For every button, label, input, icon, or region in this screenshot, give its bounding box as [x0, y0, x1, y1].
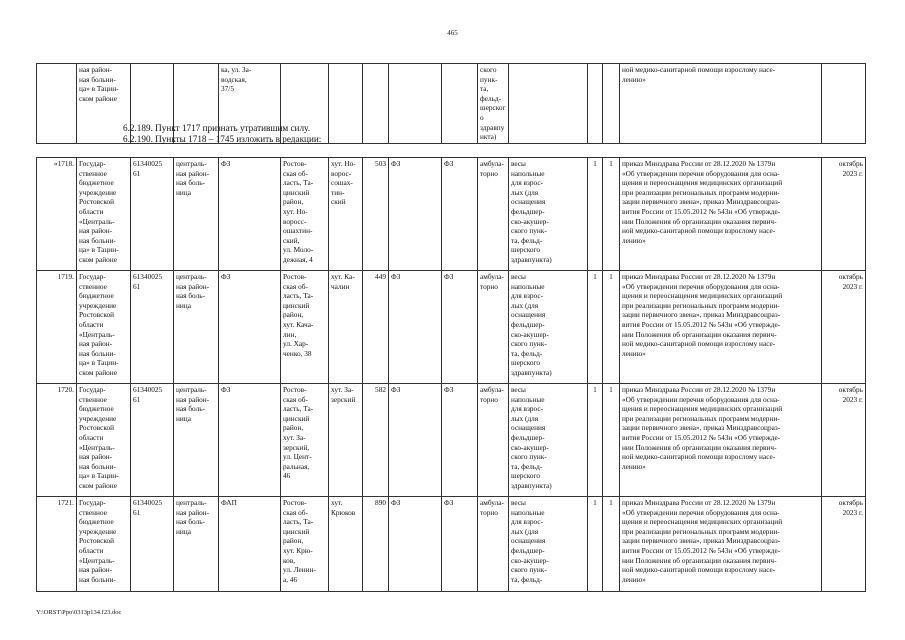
- cell-equipment: весы напольные для взрос- лых (для оснащения фельдшер- ско-акушер- ского пунк- та, фельд- шерского здравпункта): [509, 384, 588, 497]
- cell-equipment: весы напольные для взрос- лых (для оснащения фельдшер- ско-акушер- ского пунк- та, фельд-: [509, 497, 588, 592]
- cell-qty-2: 1: [603, 497, 620, 592]
- cell-date: октябрь 2023 г.: [822, 384, 866, 497]
- cell-population: 582: [363, 384, 389, 497]
- cell-date: октябрь 2023 г.: [822, 497, 866, 592]
- cell-qty-1: 1: [588, 271, 603, 384]
- cell-condition: амбула- торно: [478, 158, 509, 271]
- table-row: [37, 384, 866, 497]
- cell-type-1: ФЗ: [389, 497, 442, 592]
- cell-address: Ростов- ская об- ласть, Та- цинский район, хут. Крю- ков, ул. Ленин- а, 46: [281, 497, 329, 592]
- page-number: 465: [447, 29, 458, 37]
- cell-code: 61340025 61: [131, 497, 174, 592]
- cell-qty-2: 1: [603, 271, 620, 384]
- cell-qty-1: 1: [588, 158, 603, 271]
- cell-type-1: ФЗ: [389, 158, 442, 271]
- cell-name: Государ- ственное бюджетное учреждение Ростовской области «Централь- ная район- ная больни-: [77, 497, 131, 592]
- cell-equipment: ского пунк- та, фельд- шерского здравпункта): [478, 64, 509, 144]
- paragraph-6-2-190: 6.2.190. Пункты 1718 – 1745 изложить в редакции:: [123, 134, 322, 144]
- cell-code: 61340025 61: [131, 271, 174, 384]
- cell-settlement: хут. Ка- чалин: [329, 271, 363, 384]
- cell-address: ка, ул. За- водская, 37/5: [219, 64, 281, 144]
- cell-qty-2: 1: [603, 384, 620, 497]
- cell-order: приказ Минздрава России от 28.12.2020 № 1379н «Об утверждении перечня оборудования для осна- щения и переоснащения медицинских организаций при реализации региональных программ модерни- зации первичного звена», приказ Минздравсоцраз- вития России от 15.05.2012 № 543н «Об утвержде- нии Положения об организации оказания первич- ной медико-санитарной помощи взрослому насе- лению»: [620, 271, 822, 384]
- cell-name: Государ- ственное бюджетное учреждение Ростовской области «Централь- ная район- ная больни- ца» в Тацин- ском районе: [77, 384, 131, 497]
- cell-type: ФАП: [219, 497, 281, 592]
- cell-num: «1718.: [37, 158, 77, 271]
- cell-unit: централь- ная район- ная боль- ница: [174, 158, 219, 271]
- cell-code: 61340025 61: [131, 158, 174, 271]
- cell-condition: амбула- торно: [478, 497, 509, 592]
- cell-type: ФЗ: [219, 384, 281, 497]
- cell-condition: амбула- торно: [478, 384, 509, 497]
- cell-qty-1: 1: [588, 497, 603, 592]
- cell-type-2: ФЗ: [442, 158, 478, 271]
- cell-qty-2: 1: [603, 158, 620, 271]
- document-path: Y:\ORST\Ppo\0313p134.f23.doc: [36, 609, 122, 616]
- cell-order: ной медико-санитарной помощи взрослому насе- лению»: [620, 64, 822, 144]
- cell-name: Государ- ственное бюджетное учреждение Ростовской области «Централь- ная район- ная больни- ца» в Тацин- ском районе: [77, 271, 131, 384]
- cell-type-1: ФЗ: [389, 384, 442, 497]
- cell-population: 503: [363, 158, 389, 271]
- cell-name: ная район- ная больни- ца» в Тацин- ском районе: [77, 64, 131, 144]
- cell-type-2: ФЗ: [442, 384, 478, 497]
- cell-population: 890: [363, 497, 389, 592]
- cell-type-2: ФЗ: [442, 497, 478, 592]
- cell-type: ФЗ: [219, 158, 281, 271]
- cell-name: Государ- ственное бюджетное учреждение Ростовской области «Централь- ная район- ная больни- ца» в Тацин- ском районе: [77, 158, 131, 271]
- cell-unit: централь- ная район- ная боль- ница: [174, 384, 219, 497]
- cell-address: Ростов- ская об- ласть, Та- цинский район, хут. Но- воросс- ошахтин- ский, ул. Моло- дежная, 4: [281, 158, 329, 271]
- cell-settlement: хут. Крюков: [329, 497, 363, 592]
- paragraph-6-2-189: 6.2.189. Пункт 1717 признать утратившим силу.: [123, 123, 311, 133]
- cell-unit: централь- ная район- ная боль- ница: [174, 497, 219, 592]
- equipment-table: [36, 157, 866, 592]
- cell-settlement: хут. Но- ворос- сошах- тин- ский: [329, 158, 363, 271]
- cell-equipment: весы напольные для взрос- лых (для оснащения фельдшер- ско-акушер- ского пунк- та, фельд- шерского здравпункта): [509, 158, 588, 271]
- cell-date: октябрь 2023 г.: [822, 271, 866, 384]
- table-row: [37, 497, 866, 592]
- cell-settlement: хут. За- зерский: [329, 384, 363, 497]
- cell-date: октябрь 2023 г.: [822, 158, 866, 271]
- cell-qty-1: 1: [588, 384, 603, 497]
- cell-num: 1719.: [37, 271, 77, 384]
- cell-condition: амбула- торно: [478, 271, 509, 384]
- cell-address: Ростов- ская об- ласть, Та- цинский район, хут. Кача- лин, ул. Хар- ченко, 38: [281, 271, 329, 384]
- table-row: [37, 158, 866, 271]
- cell-num: 1720.: [37, 384, 77, 497]
- cell-order: приказ Минздрава России от 28.12.2020 № 1379н «Об утверждении перечня оборудования для осна- щения и переоснащения медицинских организаций при реализации региональных программ модерни- зации первичного звена», приказ Минздравсоцраз- вития России от 15.05.2012 № 543н «Об утвержде- нии Положения об организации оказания первич- ной медико-санитарной помощи взрослому насе- лению»: [620, 497, 822, 592]
- cell-type: ФЗ: [219, 271, 281, 384]
- cell-address: Ростов- ская об- ласть, Та- цинский район, хут. За- зерский, ул. Цент- ральная, 46: [281, 384, 329, 497]
- cell-population: 449: [363, 271, 389, 384]
- cell-equipment: весы напольные для взрос- лых (для оснащения фельдшер- ско-акушер- ского пунк- та, фельд- шерского здравпункта): [509, 271, 588, 384]
- cell-order: приказ Минздрава России от 28.12.2020 № 1379н «Об утверждении перечня оборудования для осна- щения и переоснащения медицинских организаций при реализации региональных программ модерни- зации первичного звена», приказ Минздравсоцраз- вития России от 15.05.2012 № 543н «Об утвержде- нии Положения об организации оказания первич- ной медико-санитарной помощи взрослому насе- лению»: [620, 158, 822, 271]
- cell-unit: централь- ная район- ная боль- ница: [174, 271, 219, 384]
- cell-order: приказ Минздрава России от 28.12.2020 № 1379н «Об утверждении перечня оборудования для осна- щения и переоснащения медицинских организаций при реализации региональных программ модерни- зации первичного звена», приказ Минздравсоцраз- вития России от 15.05.2012 № 543н «Об утвержде- нии Положения об организации оказания первич- ной медико-санитарной помощи взрослому насе- лению»: [620, 384, 822, 497]
- table-row: [37, 271, 866, 384]
- cell-type-1: ФЗ: [389, 271, 442, 384]
- cell-num: 1721.: [37, 497, 77, 592]
- cell-code: 61340025 61: [131, 384, 174, 497]
- cell-type-2: ФЗ: [442, 271, 478, 384]
